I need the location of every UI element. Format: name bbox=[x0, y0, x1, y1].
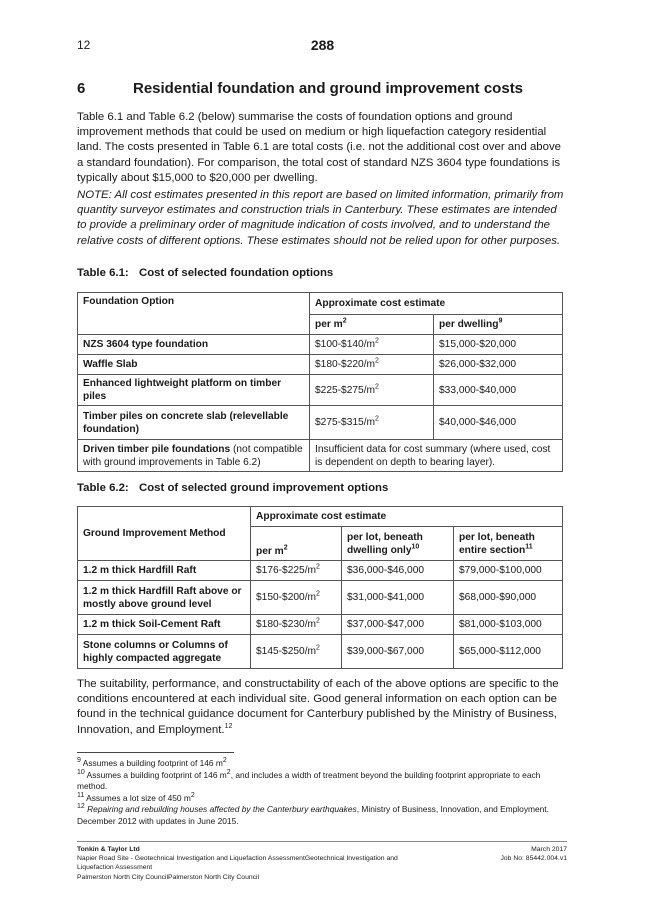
table-cell: $\$180-\$220/m^2$ bbox=[310, 355, 434, 375]
table-cell: $\$225-\$275/m^2$ bbox=[310, 375, 434, 406]
table-row bbox=[78, 440, 563, 472]
footnotes bbox=[77, 758, 567, 828]
table-cell: $37,000-$47,000 bbox=[342, 615, 454, 635]
table2-header-method: Ground Improvement Method bbox=[78, 507, 251, 561]
ground-improvement-cost-table bbox=[77, 506, 563, 669]
table1-label: Table 6.1: bbox=[77, 267, 129, 279]
table2-label: Table 6.2: bbox=[77, 482, 129, 494]
table-row bbox=[78, 355, 563, 375]
table-cell: $81,000-$103,000 bbox=[454, 615, 563, 635]
table-cell: $39,000-$67,000 bbox=[342, 635, 454, 669]
note-paragraph: NOTE: All cost estimates presented in this report are based on limited information, primarily from quantity surveyor estimates and construction trials in Canterbury. These estimates are intended to provide a preliminary order of magnitude indication of costs involved, and to understand the relative costs of different options. These estimates should not be relied upon for other purposes. bbox=[77, 189, 564, 247]
table1-header-estimate: Approximate cost estimate bbox=[310, 293, 563, 315]
footer-project: Napier Road Site - Geotechnical Investigation and Liquefaction AssessmentGeotechnical Investigation and Liquefaction Assessment bbox=[77, 855, 398, 872]
page-number-center: 288 bbox=[310, 37, 335, 53]
section-heading bbox=[77, 80, 523, 97]
table-row bbox=[78, 635, 563, 669]
table-cell: $\$150-\$200/m^2$ bbox=[251, 581, 342, 615]
table-cell: 1.2 m thick Hardfill Raft above or mostly above ground level bbox=[78, 581, 251, 615]
table-cell: $40,000-$46,000 bbox=[434, 406, 563, 440]
foundation-cost-table bbox=[77, 292, 563, 472]
table-cell: $33,000-$40,000 bbox=[434, 375, 563, 406]
table-row bbox=[78, 581, 563, 615]
table-cell: $68,000-$90,000 bbox=[454, 581, 563, 615]
table-cell: $15,000-$20,000 bbox=[434, 335, 563, 355]
table2-caption bbox=[77, 482, 388, 494]
table-row bbox=[78, 335, 563, 355]
table2-header-section: per lot, beneath entire section$^{11}$ bbox=[454, 527, 563, 561]
table-cell: $\$180-\$230/m^2$ bbox=[251, 615, 342, 635]
table-cell: 1.2 m thick Hardfill Raft bbox=[78, 561, 251, 581]
footnote-10: $^{10}$ Assumes a building footprint of 146 $m^2$, and includes a width of treatment beyond the building footprint appropriate to each method. bbox=[77, 768, 541, 792]
table2-header-dwelling: per lot, beneath dwelling only$^{10}$ bbox=[342, 527, 454, 561]
table1-header-option: Foundation Option bbox=[78, 293, 310, 335]
table-row bbox=[78, 375, 563, 406]
footnote-11: $^{11}$ Assumes a lot size of 450 $m^2$ bbox=[77, 791, 195, 803]
table2-title: Cost of selected ground improvement options bbox=[139, 482, 389, 494]
table-cell: NZS 3604 type foundation bbox=[78, 335, 310, 355]
table-cell: $26,000-$32,000 bbox=[434, 355, 563, 375]
table-cell: $36,000-$46,000 bbox=[342, 561, 454, 581]
closing-paragraph: The suitability, performance, and constructability of each of the above options are specific to the conditions encountered at each individual site. Good general information on each option can be found in the technical guidance document for Canterbury published by the Ministry of Business, Innovation, and Employment.$^{12}$ bbox=[77, 678, 559, 736]
table2-header-estimate: Approximate cost estimate bbox=[251, 507, 563, 527]
table-cell: $\$145-\$250/m^2$ bbox=[251, 635, 342, 669]
table-cell: Insufficient data for cost summary (where used, cost is dependent on depth to bearing layer). bbox=[310, 440, 563, 472]
table-cell: Waffle Slab bbox=[78, 355, 310, 375]
table-cell: Driven timber pile foundations (not compatible with ground improvements in Table 6.2) bbox=[78, 440, 310, 472]
table-cell: Stone columns or Columns of highly compacted aggregate bbox=[78, 635, 251, 669]
table-row bbox=[78, 615, 563, 635]
table1-title: Cost of selected foundation options bbox=[139, 267, 334, 279]
footer-client: Palmerston North City CouncilPalmerston North City Council bbox=[77, 873, 260, 881]
table-cell: 1.2 m thick Soil-Cement Raft bbox=[78, 615, 251, 635]
table1-header-per-m2: per $m^2$ bbox=[310, 315, 434, 335]
footer-job-number: Job No: 85442.004.v1 bbox=[500, 855, 567, 863]
table2-header-per-m2: per $m^2$ bbox=[251, 527, 342, 561]
page-number-left: 12 bbox=[77, 38, 91, 52]
table-cell: $\$100-\$140/m^2$ bbox=[310, 335, 434, 355]
footnote-9: $^9$ Assumes a building footprint of 146 $m^2$ bbox=[77, 757, 227, 768]
table1-caption bbox=[77, 267, 333, 279]
table-cell: Timber piles on concrete slab (relevellable foundation) bbox=[78, 406, 310, 440]
table-cell: $65,000-$112,000 bbox=[454, 635, 563, 669]
table-cell: $31,000-$41,000 bbox=[342, 581, 454, 615]
table-row bbox=[78, 406, 563, 440]
section-title: Residential foundation and ground improvement costs bbox=[133, 80, 524, 97]
table-cell: $\$176-\$225/m^2$ bbox=[251, 561, 342, 581]
intro-paragraph: Table 6.1 and Table 6.2 (below) summarise the costs of foundation options and ground improvement methods that could be used on medium or high liquefaction category residential land. The costs presented in Table 6.1 are total costs (i.e. not the additional cost over and above a standard foundation). For comparison, the total cost of standard NZS 3604 type foundations is typically about $15,000 to $20,000 per dwelling. bbox=[77, 111, 561, 184]
footer-divider bbox=[77, 841, 567, 842]
table-cell: $\$275-\$315/m^2$ bbox=[310, 406, 434, 440]
footer-company: Tonkin & Taylor Ltd bbox=[77, 846, 140, 853]
footnote-divider bbox=[77, 752, 234, 753]
table-row bbox=[78, 561, 563, 581]
table-cell: $79,000-$100,000 bbox=[454, 561, 563, 581]
table1-header-per-dwelling: per dwelling$^9$ bbox=[434, 315, 563, 335]
section-number: 6 bbox=[77, 80, 86, 97]
table-cell: Enhanced lightweight platform on timber piles bbox=[78, 375, 310, 406]
footer-date: March 2017 bbox=[531, 846, 567, 853]
footnote-12: $^{12}$ Repairing and rebuilding houses affected by the Canterbury earthquakes, Ministry of Business, Innovation, and Employment. December 2012 with updates in June 2015. bbox=[77, 803, 549, 826]
